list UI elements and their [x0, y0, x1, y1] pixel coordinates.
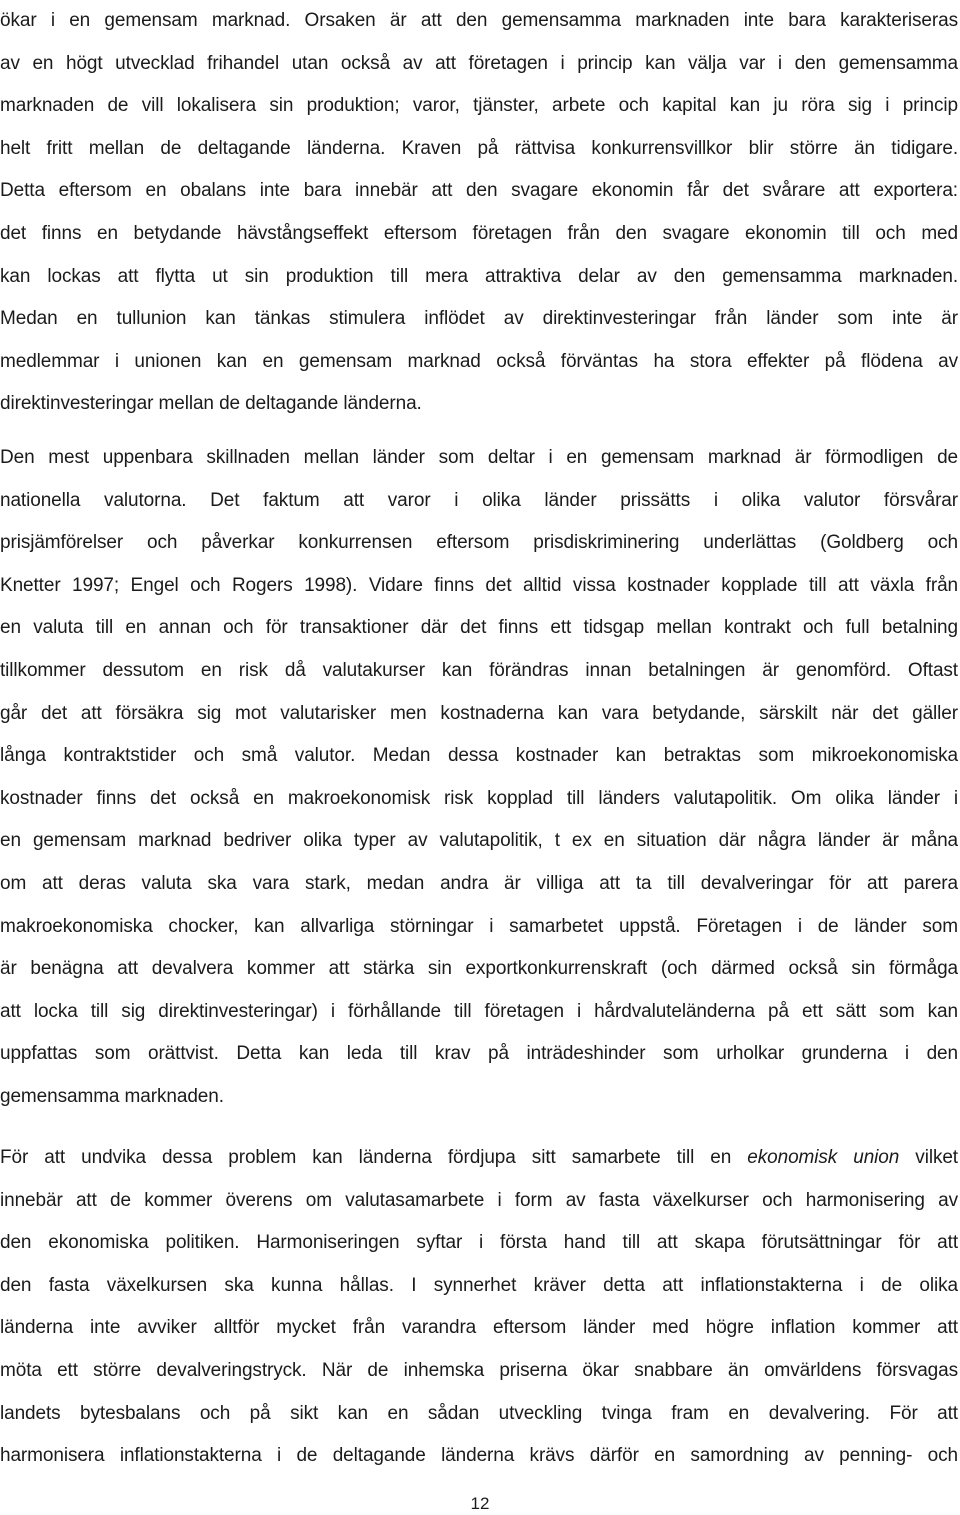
text-line: direktinvesteringar mellan de deltagande länderna. — [0, 393, 422, 415]
text-line: Den mest uppenbara skillnaden mellan länder som deltar i en gemensam marknad är förmodligen de — [0, 447, 958, 468]
text-line: är benägna att devalvera kommer att stärka sin exportkonkurrenskraft (och därmed också sin förmåga — [0, 958, 958, 980]
text-line: att locka till sig direktinvesteringar) i förhållande till företagen i hårdvaluteländerna på ett sätt som kan — [0, 1000, 958, 1022]
text-fragment: För att undvika dessa problem kan länderna fördjupa sitt samarbete till en — [0, 1147, 748, 1168]
text-line: medlemmar i unionen kan en gemensam marknad också förväntas ha stora effekter på flödena av — [0, 350, 958, 372]
text-line: möta ett större devalveringstryck. När de inhemska priserna ökar snabbare än omvärldens försvagas — [0, 1359, 958, 1381]
page-number: 12 — [470, 1494, 490, 1513]
text-line: av en högt utvecklad frihandel utan också av att företagen i princip kan välja var i den gemensamma — [0, 52, 958, 74]
text-line: innebär att de kommer överens om valutasamarbete i form av fasta växelkurser och harmonisering av — [0, 1189, 958, 1211]
text-line — [0, 1137, 958, 1180]
text-line: det finns en betydande hävstångseffekt eftersom företagen från den svagare ekonomin till och med — [0, 222, 958, 244]
text-line: prisjämförelser och påverkar konkurrensen eftersom prisdiskriminering underlättas (Goldberg och — [0, 532, 958, 554]
text-line: gemensamma marknaden. — [0, 1085, 224, 1107]
text-line: en gemensam marknad bedriver olika typer av valutapolitik, t ex en situation där några länder är måna — [0, 830, 958, 852]
text-line: helt fritt mellan de deltagande länderna. Kraven på rättvisa konkurrensvillkor blir större än tidigare. — [0, 137, 958, 159]
text-line: landets bytesbalans och på sikt kan en sådan utveckling tvinga fram en devalvering. För att — [0, 1402, 958, 1424]
text-line: går det att försäkra sig mot valutarisker men kostnaderna kan vara betydande, särskilt när det gäller — [0, 702, 958, 724]
text-line: kostnader finns det också en makroekonomisk risk kopplad till länders valutapolitik. Om olika länder i — [0, 787, 958, 809]
emphasized-term: ekonomisk union — [747, 1147, 900, 1168]
text-line: tillkommer dessutom en risk då valutakurser kan förändras innan betalningen är genomförd. Oftast — [0, 659, 958, 681]
text-line: en valuta till en annan och för transaktioner där det finns ett tidsgap mellan kontrakt och full betalning — [0, 617, 958, 639]
text-line: nationella valutorna. Det faktum att varor i olika länder prissätts i olika valutor försvårar — [0, 489, 958, 511]
paragraph-economic-union — [0, 1137, 958, 1478]
text-line: Medan en tullunion kan tänkas stimulera inflödet av direktinvesteringar från länder som inte är — [0, 308, 958, 330]
text-line: makroekonomiska chocker, kan allvarliga störningar i samarbetet uppstå. Företagen i de länder som — [0, 915, 958, 937]
text-line: den ekonomiska politiken. Harmoniseringen syftar i första hand till att skapa förutsättningar för att — [0, 1232, 958, 1254]
text-line: harmonisera inflationstakterna i de deltagande länderna krävs därför en samordning av penning- och — [0, 1445, 958, 1467]
text-line: den fasta växelkursen ska kunna hållas. I synnerhet kräver detta att inflationstakterna i de olika — [0, 1274, 958, 1296]
text-line: Knetter 1997; Engel och Rogers 1998). Vidare finns det alltid vissa kostnader kopplade till att växla från — [0, 574, 958, 596]
text-line: Detta eftersom en obalans inte bara innebär att den svagare ekonomin får det svårare att exportera: — [0, 180, 958, 202]
paragraph-currencies — [0, 437, 958, 1119]
text-line: om att deras valuta ska vara stark, medan andra är villiga att ta till devalveringar för att parera — [0, 872, 958, 894]
paragraph-common-market — [0, 0, 958, 426]
text-line: ökar i en gemensam marknad. Orsaken är att den gemensamma marknaden inte bara karakteriseras — [0, 10, 958, 31]
text-line: marknaden de vill lokalisera sin produktion; varor, tjänster, arbete och kapital kan ju röra sig i princip — [0, 95, 958, 117]
text-line: länderna inte avviker alltför mycket från varandra eftersom länder med högre inflation kommer att — [0, 1317, 958, 1339]
text-line: kan lockas att flytta ut sin produktion till mera attraktiva delar av den gemensamma marknaden. — [0, 265, 958, 287]
text-fragment: vilket — [899, 1147, 958, 1168]
text-line: långa kontraktstider och små valutor. Medan dessa kostnader kan betraktas som mikroekonomiska — [0, 745, 958, 767]
text-line: uppfattas som orättvist. Detta kan leda till krav på inträdeshinder som urholkar grunderna i den — [0, 1043, 958, 1065]
